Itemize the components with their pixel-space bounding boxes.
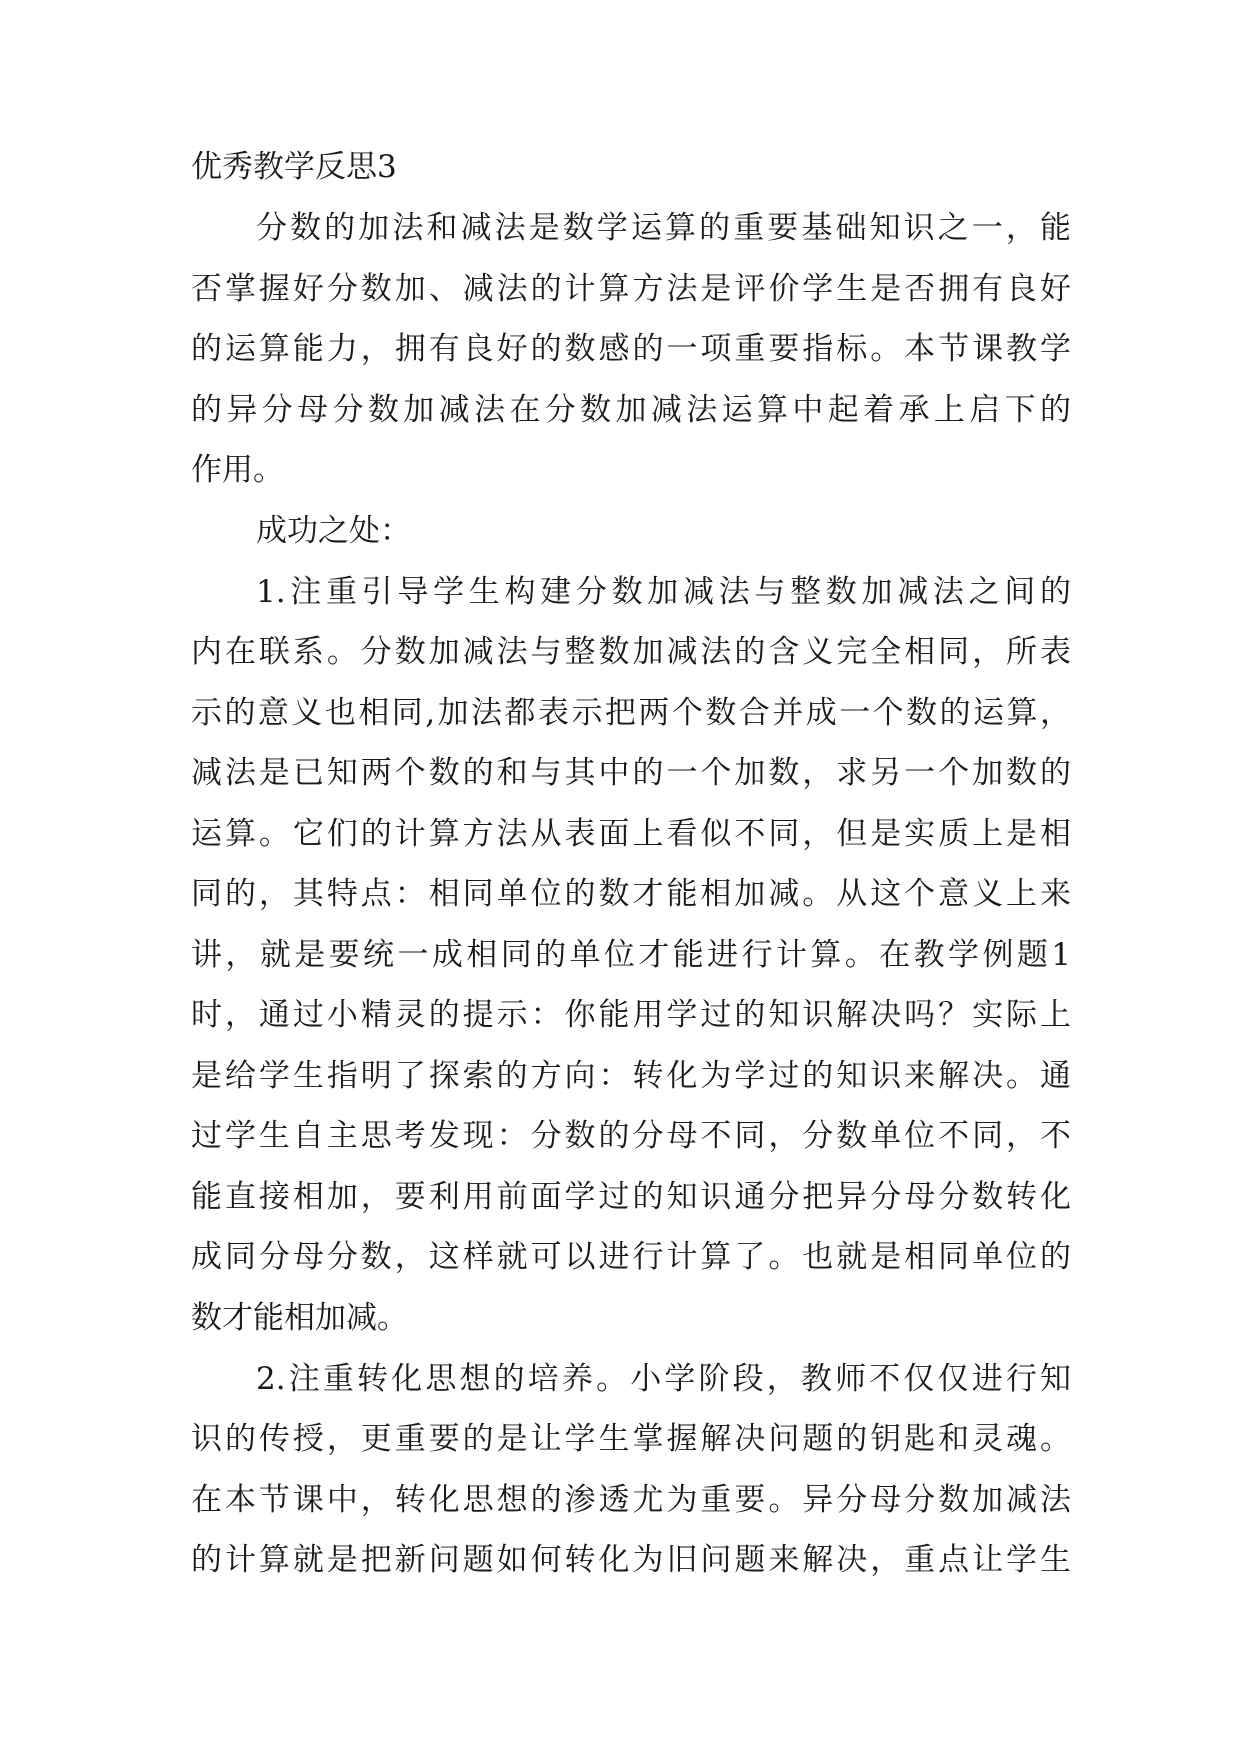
paragraph-line: 内在联系。分数加减法与整数加减法的含义完全相同，所表 [191, 634, 1071, 670]
paragraph-line: 识的传授，更重要的是让学生掌握解决问题的钥匙和灵魂。 [191, 1421, 1071, 1457]
paragraph-line: 分数的加法和减法是数学运算的重要基础知识之一，能 [256, 210, 1071, 246]
paragraph-line: 2.注重转化思想的培养。小学阶段，教师不仅仅进行知 [256, 1361, 1071, 1397]
paragraph-line: 减法是已知两个数的和与其中的一个加数，求另一个加数的 [191, 755, 1071, 791]
paragraph-line: 能直接相加，要利用前面学过的知识通分把异分母分数转化 [191, 1179, 1071, 1215]
paragraph-line: 否掌握好分数加、减法的计算方法是评价学生是否拥有良好 [191, 271, 1071, 307]
paragraph-line: 运算。它们的计算方法从表面上看似不同，但是实质上是相 [191, 816, 1071, 852]
paragraph-line: 讲，就是要统一成相同的单位才能进行计算。在教学例题1 [191, 937, 1071, 973]
paragraph-line: 的运算能力，拥有良好的数感的一项重要指标。本节课教学 [191, 331, 1071, 367]
section-heading: 成功之处： [256, 513, 411, 549]
paragraph-line: 作用。 [191, 452, 284, 488]
paragraph-line: 时，通过小精灵的提示：你能用学过的知识解决吗？实际上 [191, 997, 1071, 1033]
paragraph-line: 同的，其特点：相同单位的数才能相加减。从这个意义上来 [191, 876, 1071, 912]
paragraph-line: 数才能相加减。 [191, 1300, 408, 1336]
paragraph-line: 在本节课中，转化思想的渗透尤为重要。异分母分数加减法 [191, 1482, 1071, 1518]
paragraph-line: 的异分母分数加减法在分数加减法运算中起着承上启下的 [191, 392, 1071, 428]
paragraph-line: 的计算就是把新问题如何转化为旧问题来解决，重点让学生 [191, 1542, 1071, 1578]
paragraph-line: 示的意义也相同,加法都表示把两个数合并成一个数的运算， [191, 695, 1071, 731]
paragraph-line: 1.注重引导学生构建分数加减法与整数加减法之间的 [256, 574, 1071, 610]
document-title: 优秀教学反思3 [191, 149, 397, 185]
paragraph-line: 成同分母分数，这样就可以进行计算了。也就是相同单位的 [191, 1239, 1071, 1275]
paragraph-line: 是给学生指明了探索的方向：转化为学过的知识来解决。通 [191, 1058, 1071, 1094]
paragraph-line: 过学生自主思考发现：分数的分母不同，分数单位不同，不 [191, 1118, 1071, 1154]
